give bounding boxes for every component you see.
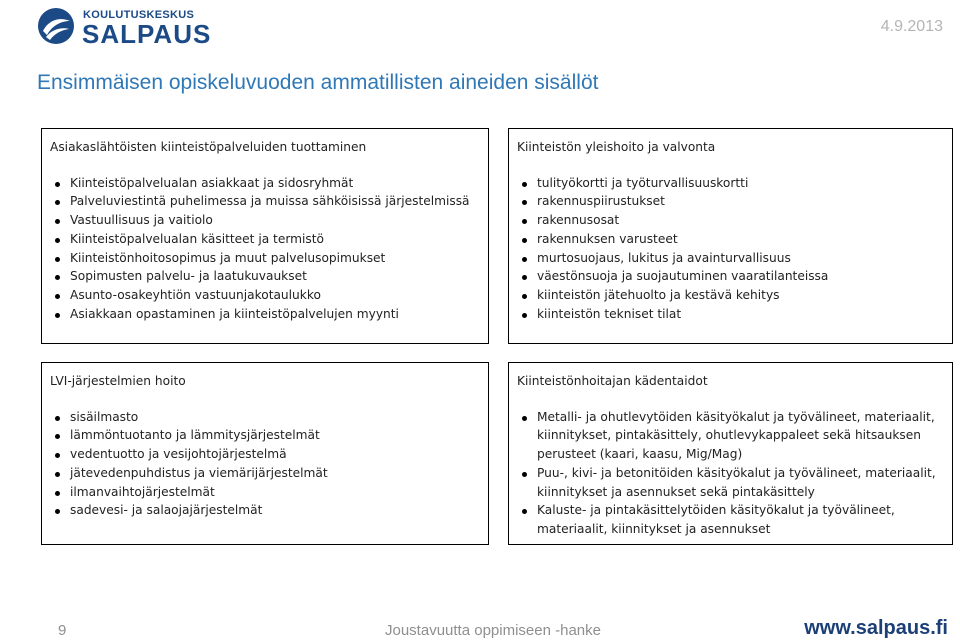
bullet-icon (522, 294, 527, 299)
page-title: Ensimmäisen opiskeluvuoden ammatillisten aineiden sisällöt (37, 71, 599, 94)
list-item: Puu-, kivi- ja betonitöiden käsityökalut ja työvälineet, materiaalit, kiinnitykset ja asennukset sekä pintakäsittely (517, 464, 952, 501)
list-item: sadevesi- ja salaojajärjestelmät (50, 501, 488, 520)
list-item: Asunto-osakeyhtiön vastuunjakotaulukko (50, 286, 488, 305)
box-heading: Asiakaslähtöisten kiinteistöpalveluiden tuottaminen (50, 140, 367, 154)
list-item: Kiinteistönhoitosopimus ja muut palvelusopimukset (50, 249, 488, 268)
list-item: Sopimusten palvelu- ja laatukuvaukset (50, 267, 488, 286)
bullet-list (50, 408, 488, 520)
page-number: 9 (58, 622, 67, 639)
bullet-list (517, 408, 952, 539)
bullet-icon (55, 416, 60, 421)
list-item: kiinteistön tekniset tilat (517, 305, 952, 324)
bullet-icon (55, 491, 60, 496)
bullet-icon (55, 200, 60, 205)
list-item: lämmöntuotanto ja lämmitysjärjestelmät (50, 426, 488, 445)
list-item: jätevedenpuhdistus ja viemärijärjestelmät (50, 464, 488, 483)
bullet-icon (55, 238, 60, 243)
list-item: rakennuspiirustukset (517, 192, 952, 211)
list-item: ilmanvaihtojärjestelmät (50, 483, 488, 502)
bullet-icon (522, 219, 527, 224)
bullet-list (50, 174, 488, 324)
logo-line2: SALPAUS (82, 19, 212, 49)
list-item: Kaluste- ja pintakäsittelytöiden käsityökalut ja työvälineet, materiaalit, kiinnitykset ja asennukset (517, 501, 952, 538)
list-item: Metalli- ja ohutlevytöiden käsityökalut ja työvälineet, materiaalit, kiinnitykset, pintakäsittely, ohutlevykappaleet sekä hitsauksen perusteet (kaari, kaasu, Mig/Mag) (517, 408, 952, 464)
salpaus-logo-icon (37, 7, 75, 45)
list-item: Vastuullisuus ja vaitiolo (50, 211, 488, 230)
list-item: Asiakkaan opastaminen ja kiinteistöpalvelujen myynti (50, 305, 488, 324)
bullet-icon (522, 257, 527, 262)
content-box-yleishoito (508, 128, 953, 344)
list-item: vedentuotto ja vesijohtojärjestelmä (50, 445, 488, 464)
bullet-icon (55, 182, 60, 187)
bullet-icon (522, 472, 527, 477)
slide-date: 4.9.2013 (880, 18, 943, 35)
content-box-asiakaslahtoiset (41, 128, 489, 344)
footer-website-link[interactable]: www.salpaus.fi (804, 617, 948, 639)
bullet-icon (522, 416, 527, 421)
list-item: Kiinteistöpalvelualan käsitteet ja termistö (50, 230, 488, 249)
bullet-icon (522, 182, 527, 187)
list-item: väestönsuoja ja suojautuminen vaaratilanteissa (517, 267, 952, 286)
list-item: Palveluviestintä puhelimessa ja muissa sähköisissä järjestelmissä (50, 192, 488, 211)
bullet-icon (55, 434, 60, 439)
salpaus-logo (37, 5, 212, 49)
content-box-kadentaidot (508, 362, 953, 545)
list-item: murtosuojaus, lukitus ja avainturvallisuus (517, 249, 952, 268)
bullet-icon (522, 509, 527, 514)
bullet-icon (55, 219, 60, 224)
bullet-list (517, 174, 952, 324)
content-box-lvi (41, 362, 489, 545)
bullet-icon (522, 275, 527, 280)
bullet-icon (522, 238, 527, 243)
bullet-icon (522, 200, 527, 205)
list-item: Kiinteistöpalvelualan asiakkaat ja sidosryhmät (50, 174, 488, 193)
box-heading: Kiinteistön yleishoito ja valvonta (517, 140, 716, 154)
list-item: kiinteistön jätehuolto ja kestävä kehitys (517, 286, 952, 305)
box-heading: LVI-järjestelmien hoito (50, 374, 186, 388)
bullet-icon (55, 472, 60, 477)
bullet-icon (55, 509, 60, 514)
list-item: rakennusosat (517, 211, 952, 230)
footer-project-name: Joustavuutta oppimiseen -hanke (385, 622, 601, 639)
bullet-icon (55, 453, 60, 458)
bullet-icon (55, 294, 60, 299)
bullet-icon (522, 313, 527, 318)
bullet-icon (55, 257, 60, 262)
bullet-icon (55, 313, 60, 318)
list-item: rakennuksen varusteet (517, 230, 952, 249)
logo-line1: KOULUTUSKESKUS (83, 9, 195, 21)
bullet-icon (55, 275, 60, 280)
list-item: sisäilmasto (50, 408, 488, 427)
list-item: tulityökortti ja työturvallisuuskortti (517, 174, 952, 193)
box-heading: Kiinteistönhoitajan kädentaidot (517, 374, 708, 388)
